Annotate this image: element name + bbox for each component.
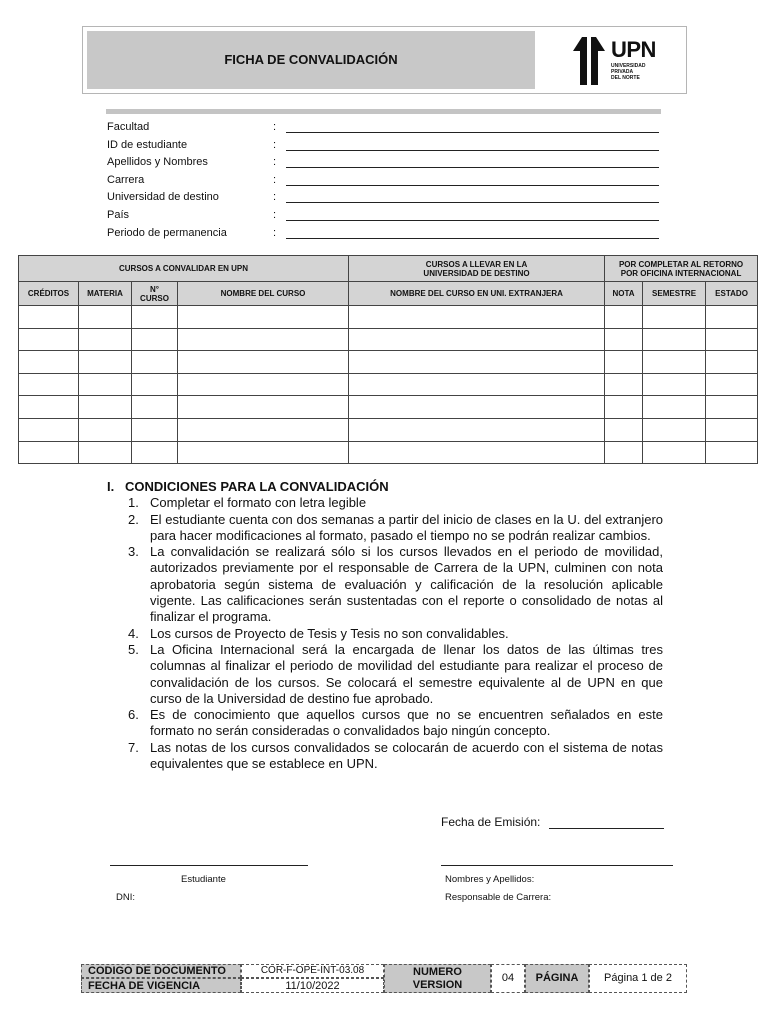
logo-subtitle: UNIVERSIDAD PRIVADA DEL NORTE <box>611 63 646 81</box>
table-cell[interactable] <box>643 396 706 419</box>
table-cell[interactable] <box>178 351 349 374</box>
carrera-input-line[interactable] <box>286 185 659 186</box>
table-cell[interactable] <box>349 328 605 351</box>
conditions-title: I. CONDICIONES PARA LA CONVALIDACIÓN <box>107 479 389 494</box>
col-n-curso: N° CURSO <box>132 282 178 306</box>
table-cell[interactable] <box>79 328 132 351</box>
table-cell[interactable] <box>605 418 643 441</box>
periodo-input-line[interactable] <box>286 238 659 239</box>
field-id-estudiante[interactable]: ID de estudiante : <box>107 138 662 156</box>
table-cell[interactable] <box>19 328 79 351</box>
field-carrera[interactable]: Carrera : <box>107 173 662 191</box>
table-cell[interactable] <box>706 328 758 351</box>
list-item: 1. Completar el formato con letra legible <box>128 495 367 511</box>
table-cell[interactable] <box>349 306 605 329</box>
conditions-section <box>107 479 663 772</box>
table-cell[interactable] <box>643 441 706 464</box>
group-header-upn: CURSOS A CONVALIDAR EN UPN <box>19 256 349 282</box>
table-cell[interactable] <box>643 351 706 374</box>
table-cell[interactable] <box>349 441 605 464</box>
document-footer <box>81 964 687 993</box>
fecha-vigencia-value: 11/10/2022 <box>241 978 384 993</box>
responsable-signature-line[interactable] <box>441 865 673 866</box>
group-header-destino: CURSOS A LLEVAR EN LA UNIVERSIDAD DE DESTINO <box>349 256 605 282</box>
col-materia: MATERIA <box>79 282 132 306</box>
table-row <box>19 418 758 441</box>
table-cell[interactable] <box>706 306 758 329</box>
table-cell[interactable] <box>178 373 349 396</box>
table-cell[interactable] <box>643 373 706 396</box>
list-item: 5. La Oficina Internacional será la encargada de llenar los datos de las últimas tres columnas al finalizar el periodo de movilidad del estudiante para realizar el proceso de convalidación de los cursos. Se colocará el semestre equivalente al de UPN en que curso de la Universidad de destino fue aprobado. <box>128 641 663 706</box>
codigo-value: COR-F-OPE-INT-03.08 <box>241 964 384 978</box>
table-cell[interactable] <box>79 418 132 441</box>
table-cell[interactable] <box>605 328 643 351</box>
document-title: FICHA DE CONVALIDACIÓN <box>224 52 398 67</box>
table-cell[interactable] <box>605 441 643 464</box>
pagina-value: Página 1 de 2 <box>589 964 687 993</box>
table-cell[interactable] <box>178 328 349 351</box>
logo-text: UPN <box>611 37 656 62</box>
table-cell[interactable] <box>132 373 178 396</box>
dni-label: DNI: <box>116 892 135 903</box>
table-cell[interactable] <box>178 396 349 419</box>
facultad-input-line[interactable] <box>286 132 659 133</box>
courses-table <box>18 255 758 464</box>
universidad-input-line[interactable] <box>286 202 659 203</box>
table-row <box>19 328 758 351</box>
table-cell[interactable] <box>178 441 349 464</box>
table-cell[interactable] <box>132 396 178 419</box>
table-cell[interactable] <box>19 351 79 374</box>
group-header-retorno: POR COMPLETAR AL RETORNO POR OFICINA INTERNACIONAL <box>605 256 758 282</box>
col-nombre-curso: NOMBRE DEL CURSO <box>178 282 349 306</box>
table-cell[interactable] <box>605 351 643 374</box>
table-cell[interactable] <box>132 328 178 351</box>
table-cell[interactable] <box>19 441 79 464</box>
table-row <box>19 396 758 419</box>
table-cell[interactable] <box>178 418 349 441</box>
table-cell[interactable] <box>643 306 706 329</box>
field-apellidos-nombres[interactable]: Apellidos y Nombres : <box>107 155 662 173</box>
fecha-vigencia-label: FECHA DE VIGENCIA <box>81 978 241 993</box>
field-periodo[interactable]: Periodo de permanencia : <box>107 226 662 244</box>
table-cell[interactable] <box>19 306 79 329</box>
version-value: 04 <box>491 964 525 993</box>
table-row <box>19 306 758 329</box>
table-cell[interactable] <box>349 373 605 396</box>
table-cell[interactable] <box>19 418 79 441</box>
nombres-input-line[interactable] <box>286 167 659 168</box>
col-estado: ESTADO <box>706 282 758 306</box>
table-cell[interactable] <box>643 418 706 441</box>
table-cell[interactable] <box>605 306 643 329</box>
title-panel <box>87 31 535 89</box>
table-cell[interactable] <box>706 396 758 419</box>
table-cell[interactable] <box>19 373 79 396</box>
table-cell[interactable] <box>132 441 178 464</box>
document-header <box>82 26 687 94</box>
field-pais[interactable]: País : <box>107 208 662 226</box>
table-cell[interactable] <box>79 396 132 419</box>
table-row <box>19 351 758 374</box>
table-cell[interactable] <box>605 396 643 419</box>
col-creditos: CRÉDITOS <box>19 282 79 306</box>
table-cell[interactable] <box>706 373 758 396</box>
table-row <box>19 373 758 396</box>
divider-bar <box>106 109 661 114</box>
list-item: 6. Es de conocimiento que aquellos cursos que no se encuentren señalados en este formato no serán consideradas o convalidados bajo ningún concepto. <box>128 707 663 739</box>
table-cell[interactable] <box>132 351 178 374</box>
fecha-emision-line[interactable] <box>549 828 664 829</box>
col-semestre: SEMESTRE <box>643 282 706 306</box>
table-cell[interactable] <box>349 396 605 419</box>
field-universidad-destino[interactable]: Universidad de destino : <box>107 190 662 208</box>
table-cell[interactable] <box>706 351 758 374</box>
table-cell[interactable] <box>706 418 758 441</box>
table-cell[interactable] <box>706 441 758 464</box>
pais-input-line[interactable] <box>286 220 659 221</box>
table-cell[interactable] <box>132 418 178 441</box>
upn-arrow-icon <box>573 37 609 85</box>
table-cell[interactable] <box>132 306 178 329</box>
table-cell[interactable] <box>349 351 605 374</box>
table-row <box>19 441 758 464</box>
table-cell[interactable] <box>79 306 132 329</box>
student-info-form <box>107 120 662 243</box>
list-item: 2. El estudiante cuenta con dos semanas a partir del inicio de clases en la U. del extranjero para hacer modificaciones al formato, pasado el tiempo no se podrán realizar cambios. <box>128 511 663 543</box>
table-cell[interactable] <box>643 328 706 351</box>
estudiante-label: Estudiante <box>181 874 226 885</box>
table-cell[interactable] <box>79 351 132 374</box>
fecha-emision-label: Fecha de Emisión: <box>441 815 541 829</box>
numero-version-label: NUMERO VERSION <box>384 964 491 993</box>
table-cell[interactable] <box>79 373 132 396</box>
codigo-label: CODIGO DE DOCUMENTO <box>81 964 241 978</box>
list-item: 3. La convalidación se realizará sólo si los cursos llevados en el periodo de movilidad, autorizados previamente por el responsable de Carrera de la UPN, culminen con nota aprobatoria según sistema de evaluación y calificación de la resolución aplicable vigente. Las calificaciones serán sustentadas con el reporte o consolidado de notas al finalizar el programa. <box>128 544 663 625</box>
table-cell[interactable] <box>79 441 132 464</box>
table-cell[interactable] <box>19 396 79 419</box>
col-nota: NOTA <box>605 282 643 306</box>
upn-logo <box>573 35 673 87</box>
list-item: 4. Los cursos de Proyecto de Tesis y Tesis no son convalidables. <box>128 625 509 641</box>
field-facultad[interactable]: Facultad : <box>107 120 662 138</box>
table-cell[interactable] <box>349 418 605 441</box>
table-cell[interactable] <box>178 306 349 329</box>
col-nombre-ext: NOMBRE DEL CURSO EN UNI. EXTRANJERA <box>349 282 605 306</box>
responsable-label: Responsable de Carrera: <box>445 892 552 903</box>
table-cell[interactable] <box>605 373 643 396</box>
pagina-label: PÁGINA <box>525 964 589 993</box>
list-item: 7. Las notas de los cursos convalidados se colocarán de acuerdo con el sistema de notas equivalentes que se establece en UPN. <box>128 739 663 772</box>
student-signature-line[interactable] <box>110 865 308 866</box>
nombres-label: Nombres y Apellidos: <box>445 874 535 885</box>
id-input-line[interactable] <box>286 150 659 151</box>
conditions-list <box>125 495 663 772</box>
